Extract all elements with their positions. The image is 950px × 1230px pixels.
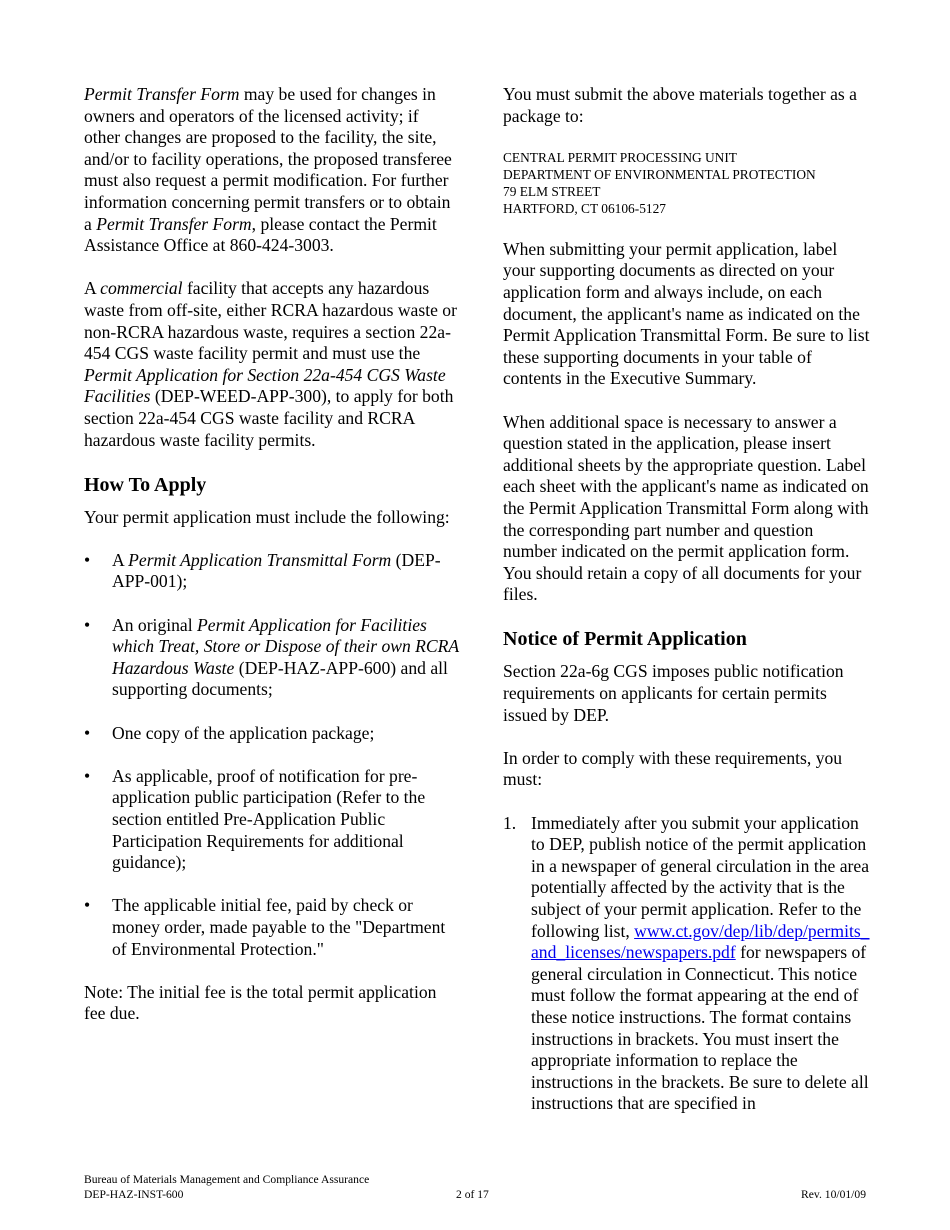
bureau-name: Bureau of Materials Management and Compliance Assurance (84, 1173, 370, 1186)
labeling-paragraph: When submitting your permit application, label your supporting documents as directed on your application form and always include, on each document, the applicant's name as indicated on the Permit Application Transmittal Form. Be sure to list these supporting documents in your table of contents in the Executive Summary. (503, 238, 870, 389)
list-item: • An original Permit Application for Facilities which Treat, Store or Dispose of their own RCRA Hazardous Waste (DEP-HAZ-APP-600) and all supporting documents; (84, 615, 459, 701)
fee-note: Note: The initial fee is the total permit application fee due. (84, 981, 437, 1024)
left-column (84, 84, 459, 1047)
newspapers-link[interactable]: www.ct.gov/dep/lib/dep/permits_and_licenses/newspapers.pdf (531, 920, 870, 963)
list-item: • A Permit Application Transmittal Form (DEP-APP-001); (84, 550, 459, 593)
additional-space-paragraph: When additional space is necessary to answer a question stated in the application, please insert additional sheets by the appropriate question. Label each sheet with the applicant's name as indicated on the Permit Application Transmittal Form along with the corresponding part number and question number indicated on the permit application form. You should retain a copy of all documents for your files. (503, 411, 869, 605)
list-item: • As applicable, proof of notification for pre-application public participation (Refer to the section entitled Pre-Application Public Participation Requirements for additional guidance); (84, 766, 459, 874)
page-footer (84, 1172, 866, 1202)
list-item: • The applicable initial fee, paid by check or money order, made payable to the "Department of Environmental Protection." (84, 895, 459, 960)
commercial-facility-paragraph: A commercial facility that accepts any hazardous waste from off-site, either RCRA hazardous waste or non-RCRA hazardous waste, requires a section 22a-454 CGS waste facility permit and must use the Permit Application for Section 22a-454 CGS Waste Facilities (DEP-WEED-APP-300), to apply for both section 22a-454 CGS waste facility and RCRA hazardous waste facility permits. (84, 278, 457, 450)
comply-paragraph: In order to comply with these requirements, you must: (503, 747, 843, 790)
right-column (503, 84, 870, 1115)
notice-steps-list (503, 813, 870, 1115)
permit-transfer-paragraph: Permit Transfer Form may be used for changes in owners and operators of the licensed activity; if other changes are proposed to the facility, the site, and/or to facility operations, the proposed transferee must also request a permit modification. For further information concerning permit transfers or to obtain a Permit Transfer Form, please contact the Permit Assistance Office at 860-424-3003. (84, 84, 452, 256)
submit-instructions: You must submit the above materials together as a package to: (503, 84, 857, 126)
mailing-address: CENTRAL PERMIT PROCESSING UNIT DEPARTMENT OF ENVIRONMENTAL PROTECTION 79 ELM STREET HARTFORD, CT 06106-5127 (503, 149, 816, 216)
requirements-list (84, 550, 459, 960)
document-id: DEP-HAZ-INST-600 (84, 1188, 184, 1201)
notice-heading: Notice of Permit Application (503, 628, 747, 651)
page-number: 2 of 17 (456, 1188, 489, 1201)
list-item: • One copy of the application package; (84, 723, 459, 745)
revision-date: Rev. 10/01/09 (801, 1188, 866, 1201)
how-to-apply-intro: Your permit application must include the following: (84, 506, 450, 527)
notice-paragraph: Section 22a-6g CGS imposes public notification requirements on applicants for certain permits issued by DEP. (503, 661, 844, 725)
list-item: 1. Immediately after you submit your application to DEP, publish notice of the permit application in a newspaper of general circulation in the area potentially affected by the activity that is the subject of your permit application. Refer to the following list, www.ct.gov/dep/lib/dep/permits_and_licenses/newspapers.pdf for newspapers of general circulation in Connecticut. This notice must follow the format appearing at the end of these notice instructions. The format contains instructions in brackets. You must insert the appropriate information to replace the instructions in the brackets. Be sure to delete all instructions that are specified in (503, 812, 870, 1114)
how-to-apply-heading: How To Apply (84, 473, 207, 496)
